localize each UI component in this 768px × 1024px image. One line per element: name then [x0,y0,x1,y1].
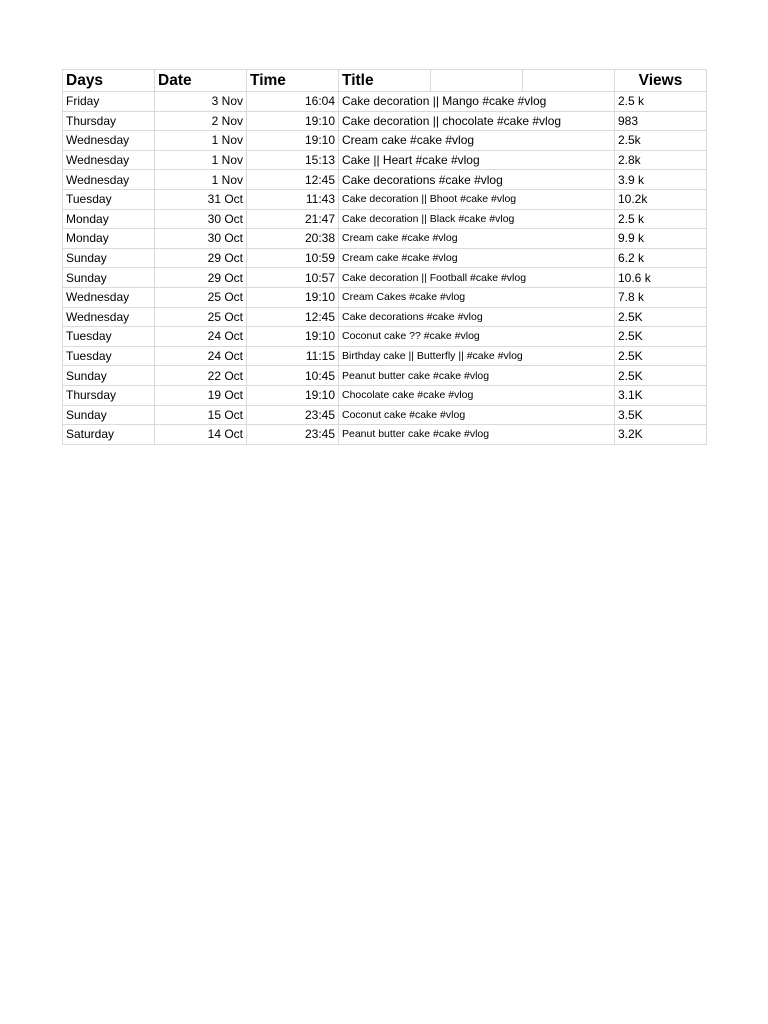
day-cell: Thursday [63,111,155,131]
table-row [63,131,707,151]
day-cell: Sunday [63,405,155,425]
table-row [63,405,707,425]
title-cell: Cake decoration || Bhoot #cake #vlog [339,189,615,209]
time-cell: 10:59 [247,248,339,268]
date-cell: 14 Oct [155,425,247,445]
time-cell: 10:45 [247,366,339,386]
time-cell: 21:47 [247,209,339,229]
table-row [63,425,707,445]
day-cell: Saturday [63,425,155,445]
date-cell: 24 Oct [155,346,247,366]
time-cell: 23:45 [247,405,339,425]
date-cell: 15 Oct [155,405,247,425]
title-cell: Cream Cakes #cake #vlog [339,287,615,307]
day-cell: Sunday [63,366,155,386]
table-row [63,366,707,386]
day-cell: Wednesday [63,150,155,170]
day-cell: Wednesday [63,307,155,327]
date-cell: 30 Oct [155,229,247,249]
time-cell: 12:45 [247,170,339,190]
views-cell: 2.5 k [615,209,707,229]
title-cell: Coconut cake #cake #vlog [339,405,615,425]
views-cell: 2.5 k [615,92,707,112]
date-cell: 25 Oct [155,307,247,327]
views-cell: 2.5K [615,366,707,386]
time-cell: 15:13 [247,150,339,170]
views-cell: 2.5K [615,307,707,327]
title-cell: Cake decoration || Mango #cake #vlog [339,92,615,112]
views-cell: 10.6 k [615,268,707,288]
date-cell: 25 Oct [155,287,247,307]
table-row [63,385,707,405]
header-views: Views [615,70,707,92]
day-cell: Sunday [63,268,155,288]
day-cell: Friday [63,92,155,112]
table-row [63,189,707,209]
video-schedule-table [62,69,707,445]
title-cell: Cake || Heart #cake #vlog [339,150,615,170]
views-cell: 10.2k [615,189,707,209]
spreadsheet [62,69,706,445]
table-row [63,346,707,366]
date-cell: 29 Oct [155,248,247,268]
views-cell: 2.5k [615,131,707,151]
views-cell: 3.2K [615,425,707,445]
table-row [63,92,707,112]
date-cell: 30 Oct [155,209,247,229]
day-cell: Tuesday [63,327,155,347]
table-row [63,111,707,131]
views-cell: 2.5K [615,327,707,347]
table-row [63,209,707,229]
title-cell: Cake decorations #cake #vlog [339,170,615,190]
table-row [63,307,707,327]
time-cell: 19:10 [247,327,339,347]
day-cell: Thursday [63,385,155,405]
day-cell: Wednesday [63,170,155,190]
views-cell: 3.5K [615,405,707,425]
day-cell: Tuesday [63,346,155,366]
table-row [63,248,707,268]
day-cell: Wednesday [63,131,155,151]
title-cell: Cake decoration || chocolate #cake #vlog [339,111,615,131]
date-cell: 22 Oct [155,366,247,386]
day-cell: Tuesday [63,189,155,209]
day-cell: Wednesday [63,287,155,307]
title-cell: Cake decorations #cake #vlog [339,307,615,327]
title-cell: Chocolate cake #cake #vlog [339,385,615,405]
header-row [63,70,707,92]
title-cell: Coconut cake ?? #cake #vlog [339,327,615,347]
table-row [63,150,707,170]
views-cell: 9.9 k [615,229,707,249]
time-cell: 19:10 [247,287,339,307]
title-cell: Cake decoration || Black #cake #vlog [339,209,615,229]
title-cell: Cream cake #cake #vlog [339,131,615,151]
date-cell: 29 Oct [155,268,247,288]
views-cell: 6.2 k [615,248,707,268]
time-cell: 19:10 [247,385,339,405]
date-cell: 31 Oct [155,189,247,209]
time-cell: 10:57 [247,268,339,288]
table-row [63,229,707,249]
views-cell: 3.9 k [615,170,707,190]
title-cell: Peanut butter cake #cake #vlog [339,425,615,445]
date-cell: 2 Nov [155,111,247,131]
title-cell: Peanut butter cake #cake #vlog [339,366,615,386]
time-cell: 12:45 [247,307,339,327]
day-cell: Monday [63,229,155,249]
header-blank [523,70,615,92]
views-cell: 7.8 k [615,287,707,307]
time-cell: 11:15 [247,346,339,366]
day-cell: Sunday [63,248,155,268]
day-cell: Monday [63,209,155,229]
table-row [63,327,707,347]
time-cell: 23:45 [247,425,339,445]
time-cell: 20:38 [247,229,339,249]
views-cell: 3.1K [615,385,707,405]
date-cell: 3 Nov [155,92,247,112]
date-cell: 1 Nov [155,131,247,151]
title-cell: Cream cake #cake #vlog [339,229,615,249]
header-days: Days [63,70,155,92]
time-cell: 16:04 [247,92,339,112]
table-row [63,268,707,288]
time-cell: 19:10 [247,111,339,131]
date-cell: 19 Oct [155,385,247,405]
header-title: Title [339,70,431,92]
header-blank [431,70,523,92]
views-cell: 983 [615,111,707,131]
date-cell: 1 Nov [155,150,247,170]
header-time: Time [247,70,339,92]
title-cell: Birthday cake || Butterfly || #cake #vlog [339,346,615,366]
table-row [63,170,707,190]
date-cell: 1 Nov [155,170,247,190]
header-date: Date [155,70,247,92]
time-cell: 19:10 [247,131,339,151]
views-cell: 2.8k [615,150,707,170]
title-cell: Cake decoration || Football #cake #vlog [339,268,615,288]
table-row [63,287,707,307]
title-cell: Cream cake #cake #vlog [339,248,615,268]
time-cell: 11:43 [247,189,339,209]
date-cell: 24 Oct [155,327,247,347]
views-cell: 2.5K [615,346,707,366]
